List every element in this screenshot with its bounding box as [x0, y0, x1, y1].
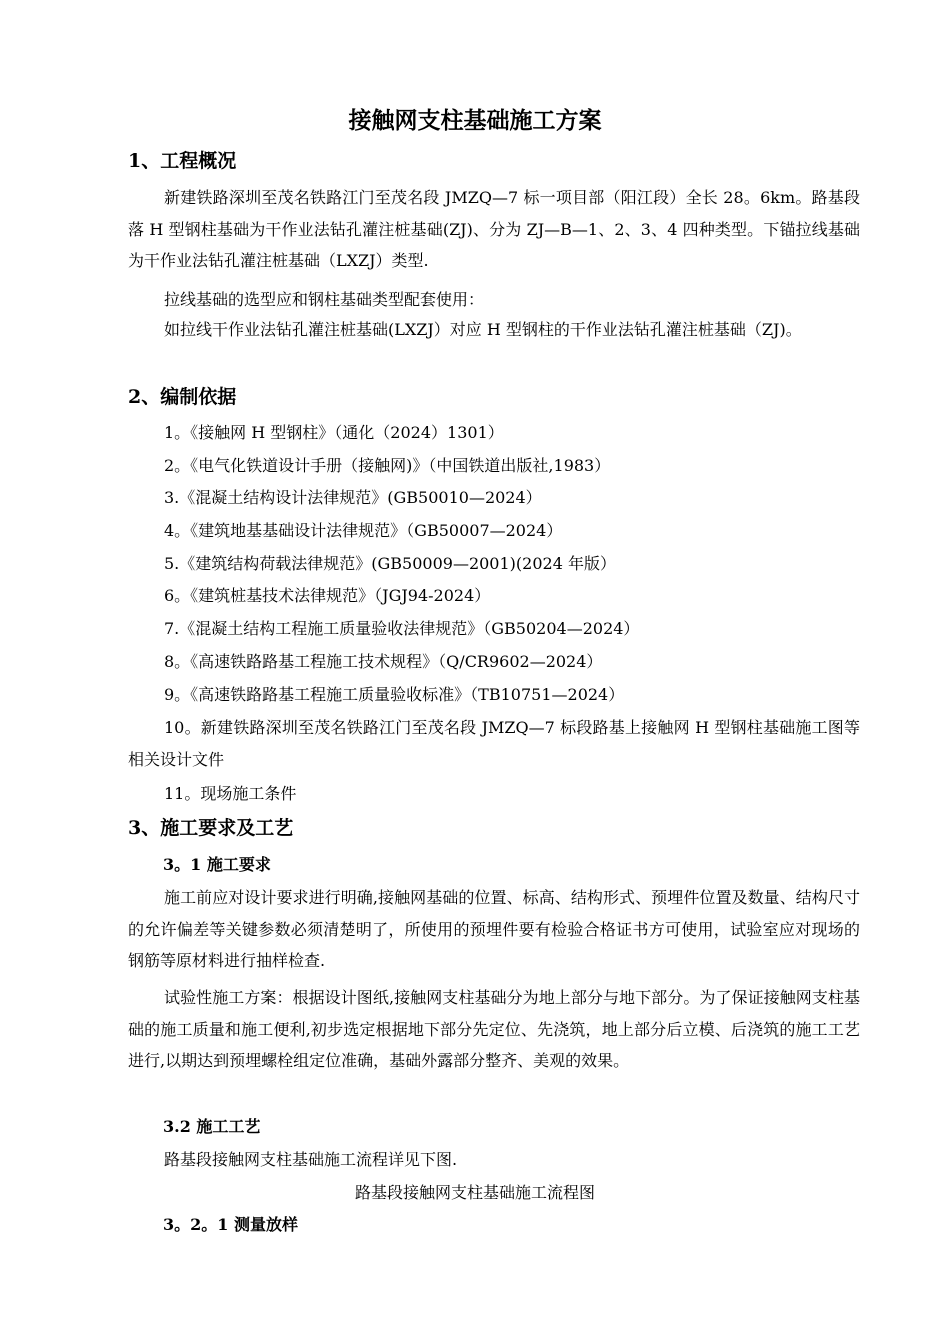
reference-item: 7.《混凝土结构工程施工质量验收法律规范》（GB50204—2024）: [164, 619, 640, 638]
reference-item: 10。新建铁路深圳至茂名铁路江门至茂名段 JMZQ—7 标段路基上接触网 H 型钢柱基础施工图等相关设计文件: [128, 718, 860, 769]
paragraph-process: 路基段接触网支柱基础施工流程详见下图.: [164, 1150, 458, 1169]
reference-item: 5.《建筑结构荷载法律规范》(GB50009—2001)(2024 年版）: [164, 554, 616, 573]
reference-item: 4。《建筑地基基础设计法律规范》（GB50007—2024）: [164, 521, 563, 540]
reference-item: 11。现场施工条件: [164, 784, 297, 803]
reference-item: 8。《高速铁路路基工程施工技术规程》（Q/CR9602—2024）: [164, 652, 603, 671]
document-title: 接触网支柱基础施工方案: [348, 107, 602, 134]
section-heading-requirements: 3、施工要求及工艺: [128, 817, 294, 839]
reference-item: 1。《接触网 H 型钢柱》（通化（2024）1301）: [164, 423, 504, 442]
subsection-heading-requirements: 3。1 施工要求: [163, 855, 271, 874]
paragraph-trial-plan: 试验性施工方案：根据设计图纸,接触网支柱基础分为地上部分与地下部分。为了保证接触网支柱基础的施工质量和施工便利,初步选定根据地下部分先定位、先浇筑，地上部分后立模、后浇筑的施工工艺进行,以期达到预埋螺栓组定位准确，基础外露部分整齐、美观的效果。: [128, 988, 860, 1070]
subsection-heading-process: 3.2 施工工艺: [163, 1117, 261, 1136]
paragraph-requirements: 施工前应对设计要求进行明确,接触网基础的位置、标高、结构形式、预埋件位置及数量、结构尺寸的允许偏差等关键参数必须清楚明了，所使用的预埋件要有检验合格证书方可使用，试验室应对现场的钢筋等原材料进行抽样检查.: [128, 888, 860, 970]
paragraph-guy-foundation: 拉线基础的选型应和钢柱基础类型配套使用：: [164, 290, 485, 309]
paragraph-guy-mapping: 如拉线干作业法钻孔灌注桩基础(LXZJ）对应 H 型钢柱的干作业法钻孔灌注桩基础（ZJ)。: [164, 320, 802, 339]
figure-caption: 路基段接触网支柱基础施工流程图: [354, 1183, 595, 1202]
section-heading-overview: 1、工程概况: [128, 150, 237, 172]
reference-item: 9。《高速铁路路基工程施工质量验收标准》（TB10751—2024）: [164, 685, 625, 704]
reference-item: 2。《电气化铁道设计手册（接触网)》（中国铁道出版社,1983）: [164, 456, 611, 475]
reference-item: 6。《建筑桩基技术法律规范》（JGJ94-2024）: [164, 586, 491, 605]
paragraph-overview: 新建铁路深圳至茂名铁路江门至茂名段 JMZQ—7 标一项目部（阳江段）全长 28。6km。路基段落 H 型钢柱基础为干作业法钻孔灌注桩基础(ZJ)、分为 ZJ—B—1、2、3、4 四种类型。下锚拉线基础为干作业法钻孔灌注桩基础（LXZJ）类型.: [128, 188, 860, 270]
subsection-heading-survey: 3。2。1 测量放样: [163, 1215, 298, 1234]
section-heading-basis: 2、编制依据: [128, 386, 237, 408]
reference-item: 3.《混凝土结构设计法律规范》(GB50010—2024）: [164, 488, 542, 507]
